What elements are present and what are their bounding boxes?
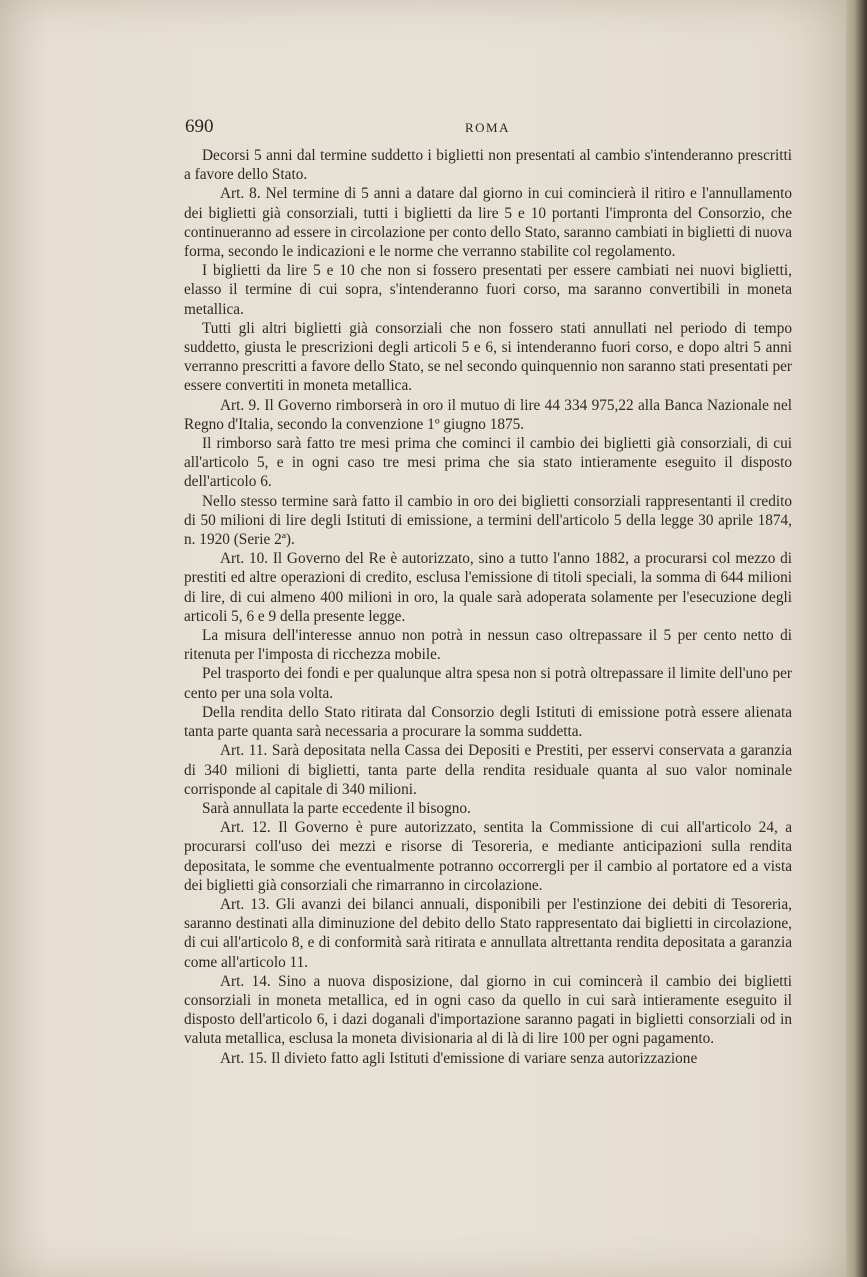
paragraph: I biglietti da lire 5 e 10 che non si fossero presentati per essere cambiati nei nuovi biglietti, elasso il termine di cui sopra, s'intenderanno fuori corso, ma saranno convertibili in moneta metallica. — [184, 262, 792, 318]
article-10: Art. 10. Il Governo del Re è autorizzato, sino a tutto l'anno 1882, a procurarsi col mezzo di prestiti ed altre operazioni di credito, esclusa l'emissione di titoli speciali, la somma di 644 milioni di lire, di cui almeno 400 milioni in oro, la quale sarà adoperata solamente per l'esecuzione degli articoli 5, 6 e 9 della presente legge. — [184, 550, 792, 625]
paragraph: Decorsi 5 anni dal termine suddetto i biglietti non presentati al cambio s'intenderanno prescritti a favore dello Stato. — [184, 147, 792, 184]
article-13: Art. 13. Gli avanzi dei bilanci annuali, disponibili per l'estinzione dei debiti di Tesoreria, saranno destinati alla diminuzione del debito dello Stato rappresentato dai biglietti in circolazione, di cui all'articolo 8, e di conformità sarà ritirata e annullata altrettanta rendita depositata a garanzia come all'articolo 11. — [184, 895, 792, 971]
article-9: Art. 9. Il Governo rimborserà in oro il mutuo di lire 44 334 975,22 alla Banca Nazionale nel Regno d'Italia, secondo la convenzione 1º giugno 1875. — [184, 396, 792, 433]
paragraph: Il rimborso sarà fatto tre mesi prima che cominci il cambio dei biglietti già consorziali, di cui all'articolo 5, e in ogni caso tre mesi prima che sia stato intieramente eseguito il disposto dell'articolo 6. — [184, 435, 792, 491]
article-12: Art. 12. Il Governo è pure autorizzato, sentita la Commissione di cui all'articolo 24, a procurarsi coll'uso dei mezzi e risorse di Tesoreria, e mediante anticipazioni sulla rendita depositata, le somme che eventualmente potranno occorrergli per il cambio al portatore ed a vista dei biglietti già consorziali che rimarranno in circolazione. — [184, 819, 792, 894]
paragraph: Pel trasporto dei fondi e per qualunque altra spesa non si potrà oltrepassare il limite dell'uno per cento per una sola volta. — [184, 665, 792, 702]
paragraph: Tutti gli altri biglietti già consorziali che non fossero stati annullati nel periodo di tempo suddetto, giusta le prescrizioni degli articoli 5 e 6, si intenderanno fuori corso, e dopo altri 5 anni verranno prescritti a favore dello Stato, se nel secondo quinquennio non saranno stati presentati per essere convertiti in moneta metallica. — [184, 319, 792, 395]
page-edge — [846, 0, 867, 1277]
paragraph: Nello stesso termine sarà fatto il cambio in oro dei biglietti consorziali rappresentanti il credito di 50 milioni di lire degli Istituti di emissione, a termini dell'articolo 5 della legge 30 aprile 1874, n. 1920 (Serie 2ª). — [184, 492, 792, 549]
running-title: ROMA — [464, 120, 510, 135]
article-8: Art. 8. Nel termine di 5 anni a datare dal giorno in cui comincierà il ritiro e l'annullamento dei biglietti già consorziali, tutti i biglietti da lire 5 e 10 portanti l'impronta del Consorzio, che continueranno ad essere in circolazione per conto dello Stato, saranno cambiati in biglietti di nuova forma, secondo le indicazioni e le norme che verranno stabilite col regolamento. — [184, 185, 792, 261]
paragraph: Della rendita dello Stato ritirata dal Consorzio degli Istituti di emissione potrà essere alienata tanta parte quanta sarà necessaria a procurare la somma suddetta. — [184, 703, 792, 741]
paragraph: Sarà annullata la parte eccedente il bisogno. — [202, 799, 471, 817]
page-number: 690 — [185, 116, 214, 137]
article-14: Art. 14. Sino a nuova disposizione, dal giorno in cui comincerà il cambio dei biglietti consorziali in moneta metallica, ed in ogni caso da quello in cui sarà intieramente eseguito il disposto dell'articolo 6, i dazi doganali d'importazione saranno pagati in biglietti consorziali od in valuta metallica, esclusa la moneta divisionaria al di là di lire 100 per ogni pagamento. — [184, 972, 792, 1048]
page-body — [184, 146, 792, 1068]
paragraph: La misura dell'interesse annuo non potrà in nessun caso oltrepassare il 5 per cento netto di ritenuta per l'imposta di ricchezza mobile. — [184, 627, 792, 664]
article-15: Art. 15. Il divieto fatto agli Istituti d'emissione di variare senza autorizzazione — [220, 1049, 698, 1067]
page-header — [185, 116, 790, 140]
article-11: Art. 11. Sarà depositata nella Cassa dei Depositi e Prestiti, per esservi conservata a garanzia di 340 milioni di biglietti, tanta parte della rendita residuale quanta al suo valor nominale corrisponde al capitale di 340 milioni. — [184, 742, 792, 798]
